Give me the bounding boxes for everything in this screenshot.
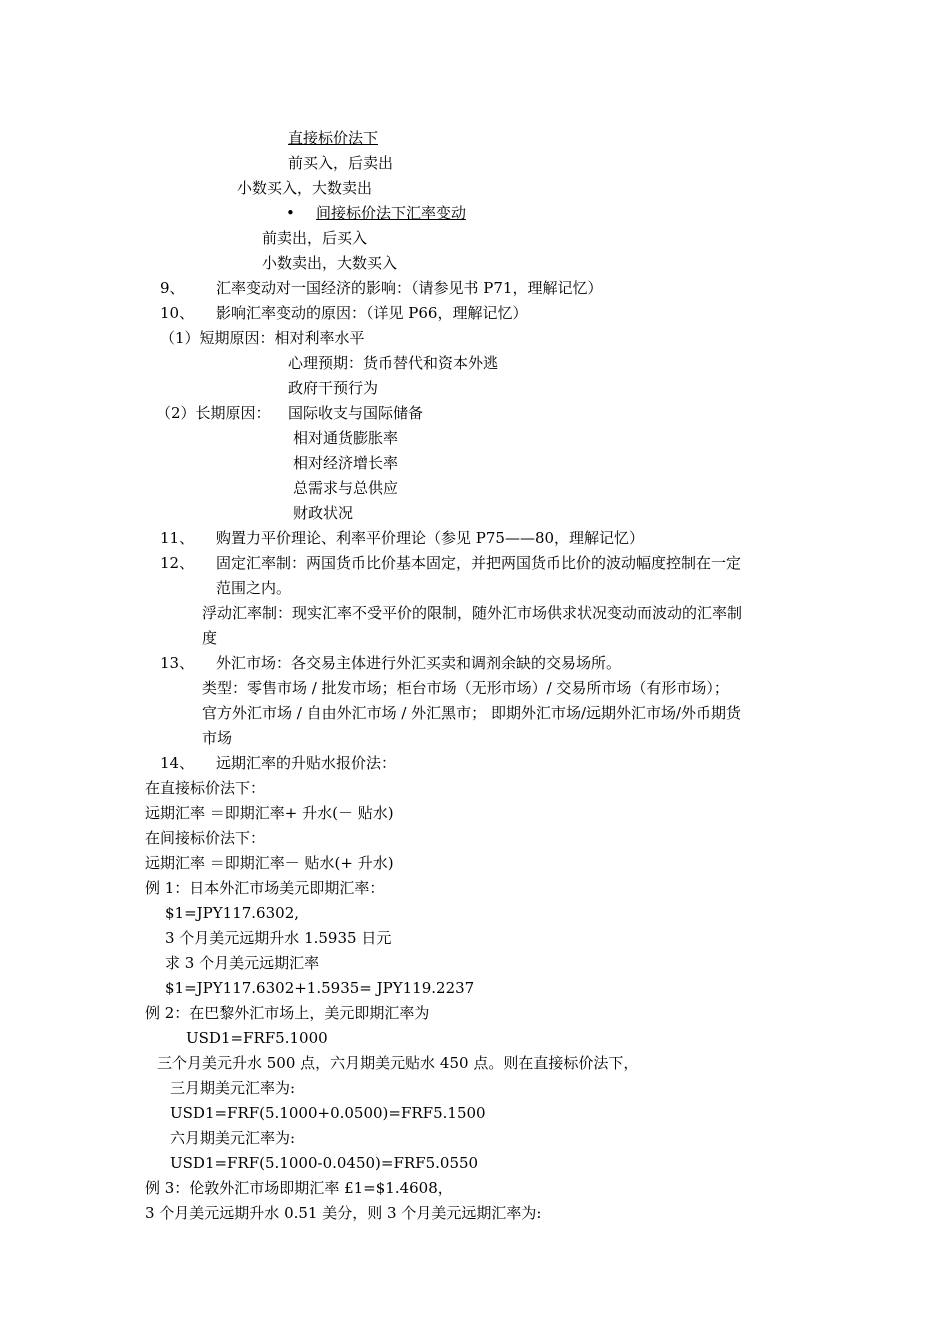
example-heading: 例 1：日本外汇市场美元即期汇率： <box>145 879 385 897</box>
item-text: 影响汇率变动的原因：（详见 P66，理解记忆） <box>216 304 528 322</box>
text-line: USD1=FRF(5.1000-0.0450)=FRF5.0550 <box>170 1154 479 1172</box>
text-line: 三个月美元升水 500 点，六月期美元贴水 450 点。则在直接标价法下， <box>157 1054 639 1072</box>
text-line: 市场 <box>202 729 233 747</box>
text-line: 范围之内。 <box>216 579 292 597</box>
formula-line: 远期汇率 ＝即期汇率－ 贴水(+ 升水) <box>145 854 394 872</box>
text-line: 财政状况 <box>293 504 354 522</box>
text-line: 相对经济增长率 <box>293 454 399 472</box>
item-number: 13、 <box>160 654 195 672</box>
text-line: 官方外汇市场 / 自由外汇市场 / 外汇黑市； 即期外汇市场/远期外汇市场/外币期货 <box>202 704 742 722</box>
text-line: 六月期美元汇率为: <box>170 1129 296 1147</box>
text-line: $1=JPY117.6302+1.5935= JPY119.2237 <box>165 979 475 997</box>
item-text: 购置力平价理论、利率平价理论（参见 P75——80，理解记忆） <box>216 529 645 547</box>
text-line: 小数卖出，大数买入 <box>262 254 398 272</box>
item-text: 固定汇率制：两国货币比价基本固定，并把两国货币比价的波动幅度控制在一定 <box>216 554 742 572</box>
example-heading: 例 3：伦敦外汇市场即期汇率 £1=$1.4608， <box>145 1179 453 1197</box>
item-number: 11、 <box>160 529 195 547</box>
text-line: （2）长期原因： <box>156 404 271 422</box>
text-line: 3 个月美元远期升水 1.5935 日元 <box>165 929 392 947</box>
item-number: 14、 <box>160 754 195 772</box>
text-line: 在直接标价法下： <box>145 779 266 797</box>
text-line: （1）短期原因：相对利率水平 <box>160 329 365 347</box>
item-text: 远期汇率的升贴水报价法： <box>216 754 397 772</box>
direct-quote-heading: 直接标价法下 <box>288 129 379 147</box>
text-line: 心理预期：货币替代和资本外逃 <box>288 354 499 372</box>
text-line: 国际收支与国际储备 <box>288 404 424 422</box>
bullet-icon: • <box>286 204 295 222</box>
text-line: USD1=FRF5.1000 <box>186 1029 328 1047</box>
text-line: 3 个月美元远期升水 0.51 美分，则 3 个月美元远期汇率为: <box>145 1204 542 1222</box>
indirect-quote-heading: 间接标价法下汇率变动 <box>316 204 467 222</box>
text-line: 前卖出，后买入 <box>262 229 368 247</box>
text-line: 相对通货膨胀率 <box>293 429 399 447</box>
text-line: USD1=FRF(5.1000+0.0500)=FRF5.1500 <box>170 1104 486 1122</box>
text-line: $1=JPY117.6302, <box>165 904 300 922</box>
text-line: 小数买入，大数卖出 <box>237 179 373 197</box>
text-line: 总需求与总供应 <box>293 479 399 497</box>
text-line: 在间接标价法下： <box>145 829 266 847</box>
item-text: 外汇市场：各交易主体进行外汇买卖和调剂余缺的交易场所。 <box>216 654 622 672</box>
item-number: 10、 <box>160 304 195 322</box>
text-line: 求 3 个月美元远期汇率 <box>165 954 320 972</box>
text-line: 度 <box>202 629 218 647</box>
text-line: 三月期美元汇率为: <box>170 1079 296 1097</box>
text-line: 类型：零售市场 / 批发市场；柜台市场（无形市场）/ 交易所市场（有形市场）； <box>202 679 729 697</box>
text-line: 浮动汇率制：现实汇率不受平价的限制，随外汇市场供求状况变动而波动的汇率制 <box>202 604 743 622</box>
example-heading: 例 2：在巴黎外汇市场上，美元即期汇率为 <box>145 1004 430 1022</box>
item-number: 12、 <box>160 554 195 572</box>
text-line: 政府干预行为 <box>288 379 379 397</box>
formula-line: 远期汇率 ＝即期汇率+ 升水(－ 贴水) <box>145 804 394 822</box>
item-text: 汇率变动对一国经济的影响：（请参见书 P71，理解记忆） <box>216 279 603 297</box>
text-line: 前买入，后卖出 <box>288 154 394 172</box>
item-number: 9、 <box>160 279 185 297</box>
